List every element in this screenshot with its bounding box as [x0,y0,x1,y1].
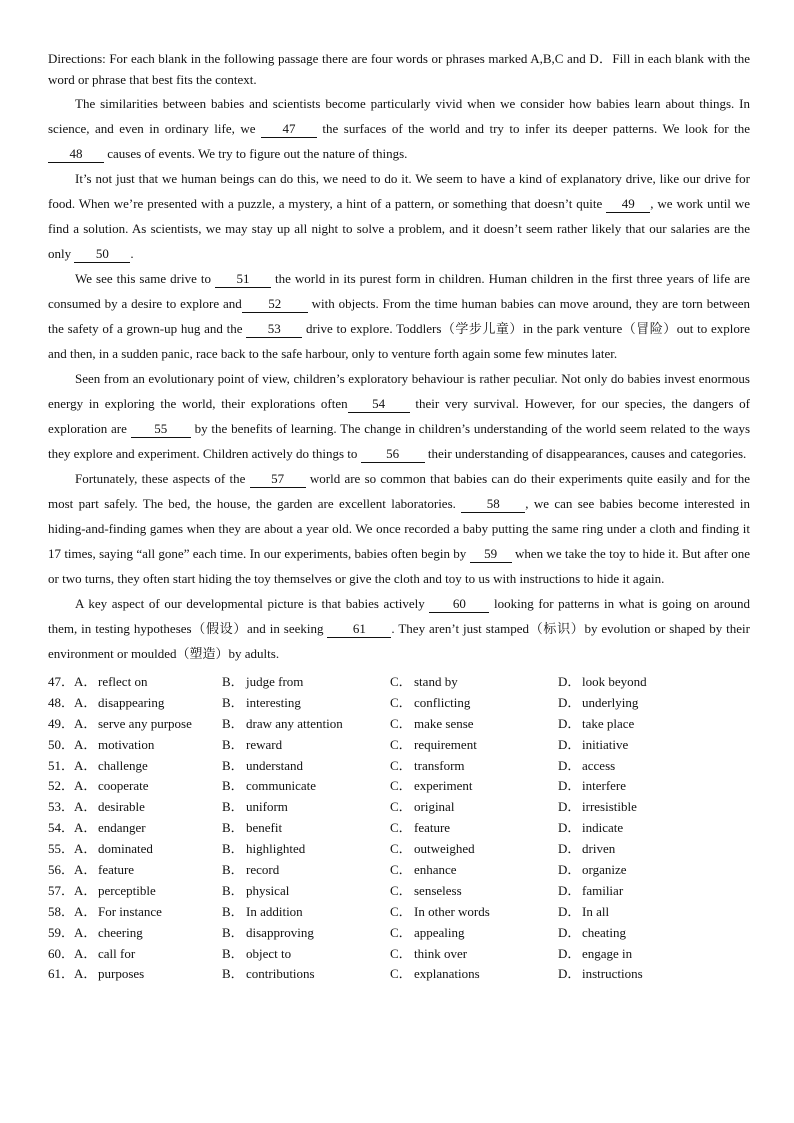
option-d[interactable] [558,797,708,818]
question-number: 54． [48,820,75,836]
text: when we take the toy to hide it. But after one or two turns, they often start hiding the toy themselves or give the cloth and toy to us with instructions to hide it again. [48,546,750,586]
option-letter: C． [390,903,412,919]
option-letter: A． [74,778,97,794]
option-text: object to [246,945,292,961]
option-text: physical [246,882,290,898]
text: by the benefits of learning. The change in children’s understanding of the world seem related to the ways they explore and experiment. Children actively do things to [48,421,750,461]
option-text: serve any purpose [98,715,192,731]
question-number: 49． [48,715,75,731]
option-letter: D． [558,862,581,878]
paragraph-2 [48,166,750,266]
option-b[interactable] [222,735,390,756]
option-text: For instance [98,903,162,919]
option-letter: C． [390,674,412,689]
option-letter: A． [74,694,97,710]
question-number: 51． [48,757,75,773]
option-d[interactable] [558,944,708,965]
text: . They aren’t just stamped（标识）by evolution or shaped by their environment or moulded（塑造）by adults. [48,621,750,661]
option-letter: C． [390,736,412,752]
option-c[interactable] [390,797,558,818]
option-text: communicate [246,778,317,794]
option-text: In other words [414,903,490,919]
option-text: stand by [414,674,458,689]
blank-49: 49 [606,196,650,213]
text: , we work until we find a solution. As scientists, we may stay up all night to solve a problem, and it doesn’t seem rather likely that our salaries are the only [48,196,750,261]
option-a[interactable] [74,923,222,944]
option-letter: B． [222,694,244,710]
question-row-58 [48,902,750,923]
option-letter: C． [390,820,412,836]
option-text: cheating [582,924,627,940]
option-d[interactable] [558,902,708,923]
option-text: initiative [582,736,629,752]
option-text: uniform [246,799,288,815]
option-letter: A． [74,924,97,940]
option-a[interactable] [74,776,222,797]
option-letter: B． [222,882,244,898]
question-number: 47． [48,674,75,689]
blank-57: 57 [250,471,306,488]
option-letter: A． [74,820,97,836]
blank-53: 53 [246,321,302,338]
option-d[interactable] [558,860,708,881]
option-letter: D． [558,903,581,919]
question-number: 61． [48,966,75,982]
option-text: senseless [414,882,462,898]
option-text: outweighed [414,841,475,857]
option-letter: A． [74,862,97,878]
option-letter: D． [558,694,581,710]
option-d[interactable] [558,923,708,944]
question-row-59 [48,923,750,944]
option-letter: D． [558,882,581,898]
text: drive to explore. Toddlers（学步儿童）in the park venture（冒险）out to explore and then, in a sudden panic, race back to the safe harbour, only to venture forth again some few minutes later. [48,321,750,361]
answer-options [48,672,750,985]
question-row-55 [48,839,750,860]
option-letter: C． [390,862,412,878]
question-number: 60． [48,945,75,961]
option-letter: A． [74,715,97,731]
option-text: record [246,862,280,878]
option-text: challenge [98,757,148,773]
blank-58: 58 [461,496,525,513]
option-text: feature [98,862,135,878]
option-text: interesting [246,694,301,710]
option-d[interactable] [558,776,708,797]
worksheet-page [48,48,750,985]
question-row-60 [48,944,750,965]
option-c[interactable] [390,735,558,756]
option-letter: C． [390,945,412,961]
option-text: appealing [414,924,465,940]
option-text: reflect on [98,674,148,689]
paragraph-4 [48,366,750,466]
option-text: think over [414,945,468,961]
text: , we can see babies become interested in hiding-and-finding games when they are about a year old. We once recorded a baby putting the same ring under a cloth and finding it 17 times, saying “all gone” each time. In our experiments, babies often begin by [48,496,751,561]
option-b[interactable] [222,839,390,860]
option-a[interactable] [74,756,222,777]
blank-60: 60 [429,596,489,613]
option-c[interactable] [390,944,558,965]
question-row-54 [48,818,750,839]
option-c[interactable] [390,881,558,902]
question-number: 57． [48,882,75,898]
option-c[interactable] [390,839,558,860]
option-text: enhance [414,862,457,878]
text: with objects. From the time human babies can move around, they are torn between the safety of a grown-up hug and the [48,296,750,336]
option-text: cheering [98,924,143,940]
option-d[interactable] [558,735,708,756]
question-row-56 [48,860,750,881]
option-c[interactable] [390,756,558,777]
option-text: feature [414,820,451,836]
option-text: In all [582,903,610,919]
question-number: 56． [48,862,75,878]
option-letter: B． [222,966,244,982]
text: The similarities between babies and scientists become particularly vivid when we consider how babies learn about things. In science, and even in ordinary life, we [48,96,750,136]
text: A key aspect of our developmental picture is that babies actively [75,596,430,611]
option-text: irresistible [582,799,637,815]
option-d[interactable] [558,756,708,777]
option-d[interactable] [558,693,708,714]
text: the surfaces of the world and try to infer its deeper patterns. We look for the [316,121,750,136]
option-c[interactable] [390,902,558,923]
option-text: disapproving [246,924,314,940]
option-text: take place [582,715,635,731]
option-text: transform [414,757,465,773]
option-letter: B． [222,924,244,940]
option-text: purposes [98,966,145,982]
question-number: 59． [48,924,75,940]
paragraph-3 [48,266,750,366]
option-text: driven [582,841,616,857]
blank-47: 47 [261,121,317,138]
blank-55: 55 [131,421,191,438]
option-letter: B． [222,945,244,961]
paragraph-5 [48,466,750,591]
option-text: look beyond [582,674,647,689]
option-text: instructions [582,966,643,982]
option-letter: B． [222,841,244,857]
option-letter: D． [558,820,581,836]
option-letter: A． [74,945,97,961]
option-text: understand [246,757,304,773]
option-text: explanations [414,966,480,982]
option-text: endanger [98,820,146,836]
option-d[interactable] [558,714,708,735]
option-text: call for [98,945,136,961]
option-b[interactable] [222,797,390,818]
text: their understanding of disappearances, causes and categories. [424,446,747,461]
option-letter: D． [558,966,581,982]
question-row-52 [48,776,750,797]
text: It’s not just that we human beings can do this, we need to do it. We seem to have a kind of explanatory drive, like our drive for food. When we’re presented with a puzzle, a mystery, a hint of a pattern, or something that doesn’t quite [48,171,750,211]
option-text: highlighted [246,841,306,857]
question-number: 48． [48,694,75,710]
text: Fortunately, these aspects of the [75,471,250,486]
option-a[interactable] [74,735,222,756]
blank-50: 50 [74,246,130,263]
paragraph-1 [48,91,750,166]
option-letter: C． [390,694,412,710]
option-text: indicate [582,820,624,836]
option-text: disappearing [98,694,165,710]
question-row-47 [48,672,750,693]
option-d[interactable] [558,964,708,985]
option-letter: C． [390,715,412,731]
option-text: In addition [246,903,303,919]
text: their very survival. However, for our species, the dangers of exploration are [48,396,750,436]
question-row-48 [48,693,750,714]
question-row-61 [48,964,750,985]
option-a[interactable] [74,881,222,902]
option-text: reward [246,736,283,752]
option-letter: C． [390,778,412,794]
option-text: dominated [98,841,153,857]
option-letter: C． [390,799,412,815]
option-text: draw any attention [246,715,343,731]
option-letter: D． [558,945,581,961]
option-letter: A． [74,841,97,857]
option-letter: D． [558,799,581,815]
option-a[interactable] [74,860,222,881]
option-letter: D． [558,841,581,857]
option-b[interactable] [222,881,390,902]
option-d[interactable] [558,672,708,693]
option-text: motivation [98,736,155,752]
option-text: access [582,757,616,773]
option-a[interactable] [74,693,222,714]
option-text: perceptible [98,882,156,898]
option-letter: A． [74,757,97,773]
option-c[interactable] [390,693,558,714]
option-letter: D． [558,757,581,773]
option-b[interactable] [222,818,390,839]
option-letter: A． [74,736,97,752]
option-letter: B． [222,820,244,836]
option-a[interactable] [74,714,222,735]
option-text: conflicting [414,694,471,710]
option-b[interactable] [222,944,390,965]
option-text: contributions [246,966,315,982]
option-b[interactable] [222,693,390,714]
question-number: 50． [48,736,75,752]
option-letter: A． [74,674,97,689]
option-b[interactable] [222,714,390,735]
option-letter: D． [558,778,581,794]
option-text: benefit [246,820,283,836]
option-letter: B． [222,799,244,815]
option-letter: D． [558,924,581,940]
question-row-51 [48,756,750,777]
text: Seen from an evolutionary point of view, children’s exploratory behaviour is rather peculiar. Not only do babies invest enormous energy in exploring the world, their explorations often [48,371,750,411]
option-letter: A． [74,799,97,815]
question-row-57 [48,881,750,902]
option-c[interactable] [390,818,558,839]
question-number: 53． [48,799,75,815]
option-text: experiment [414,778,473,794]
option-c[interactable] [390,923,558,944]
option-c[interactable] [390,714,558,735]
text: causes of events. We try to figure out the nature of things. [104,146,408,161]
option-a[interactable] [74,902,222,923]
option-c[interactable] [390,860,558,881]
option-letter: C． [390,757,412,773]
directions: Directions: For each blank in the following passage there are four words or phrases marked A,B,C and D．Fill in each blank with the word or phrase that best fits the context. [48,51,750,87]
blank-52: 52 [242,296,308,313]
option-letter: B． [222,862,244,878]
question-row-50 [48,735,750,756]
option-text: judge from [246,674,304,689]
option-b[interactable] [222,776,390,797]
option-text: underlying [582,694,639,710]
option-b[interactable] [222,756,390,777]
option-letter: B． [222,715,244,731]
option-letter: B． [222,736,244,752]
option-a[interactable] [74,964,222,985]
blank-59: 59 [470,546,512,563]
option-letter: D． [558,715,581,731]
option-text: interfere [582,778,627,794]
option-letter: B． [222,757,244,773]
option-b[interactable] [222,923,390,944]
option-c[interactable] [390,672,558,693]
question-row-49 [48,714,750,735]
blank-48: 48 [48,146,104,163]
option-letter: C． [390,966,412,982]
option-letter: C． [390,841,412,857]
option-text: requirement [414,736,477,752]
option-letter: D． [558,674,581,689]
option-a[interactable] [74,797,222,818]
option-d[interactable] [558,839,708,860]
option-a[interactable] [74,839,222,860]
option-c[interactable] [390,964,558,985]
option-letter: C． [390,924,412,940]
blank-61: 61 [327,621,391,638]
blank-54: 54 [348,396,410,413]
option-a[interactable] [74,944,222,965]
option-d[interactable] [558,881,708,902]
option-b[interactable] [222,902,390,923]
option-b[interactable] [222,964,390,985]
text: . [130,246,134,261]
paragraph-6 [48,591,750,666]
option-letter: D． [558,736,581,752]
option-text: make sense [414,715,474,731]
blank-56: 56 [361,446,425,463]
option-letter: B． [222,674,244,689]
option-b[interactable] [222,672,390,693]
text: the world in its purest form in children. Human children in the first three years of life are consumed by a desire to explore and [48,271,750,311]
option-text: original [414,799,455,815]
option-b[interactable] [222,860,390,881]
option-letter: B． [222,778,244,794]
option-letter: A． [74,966,97,982]
option-text: engage in [582,945,633,961]
text: world are so common that babies can do their experiments quite easily and for the most part safely. The bed, the house, the garden are excellent laboratories. [48,471,750,511]
option-c[interactable] [390,776,558,797]
option-d[interactable] [558,818,708,839]
option-a[interactable] [74,818,222,839]
option-text: organize [582,862,627,878]
text: looking for patterns in what is going on around them, in testing hypotheses（假设）and in seeking [48,596,750,636]
text: We see this same drive to [75,271,215,286]
option-letter: A． [74,882,97,898]
option-letter: A． [74,903,97,919]
option-text: desirable [98,799,145,815]
option-text: cooperate [98,778,149,794]
question-number: 55． [48,841,75,857]
option-text: familiar [582,882,624,898]
blank-51: 51 [215,271,271,288]
option-letter: C． [390,882,412,898]
option-a[interactable] [74,672,222,693]
question-row-53 [48,797,750,818]
question-number: 52． [48,778,75,794]
option-letter: B． [222,903,244,919]
question-number: 58． [48,903,75,919]
